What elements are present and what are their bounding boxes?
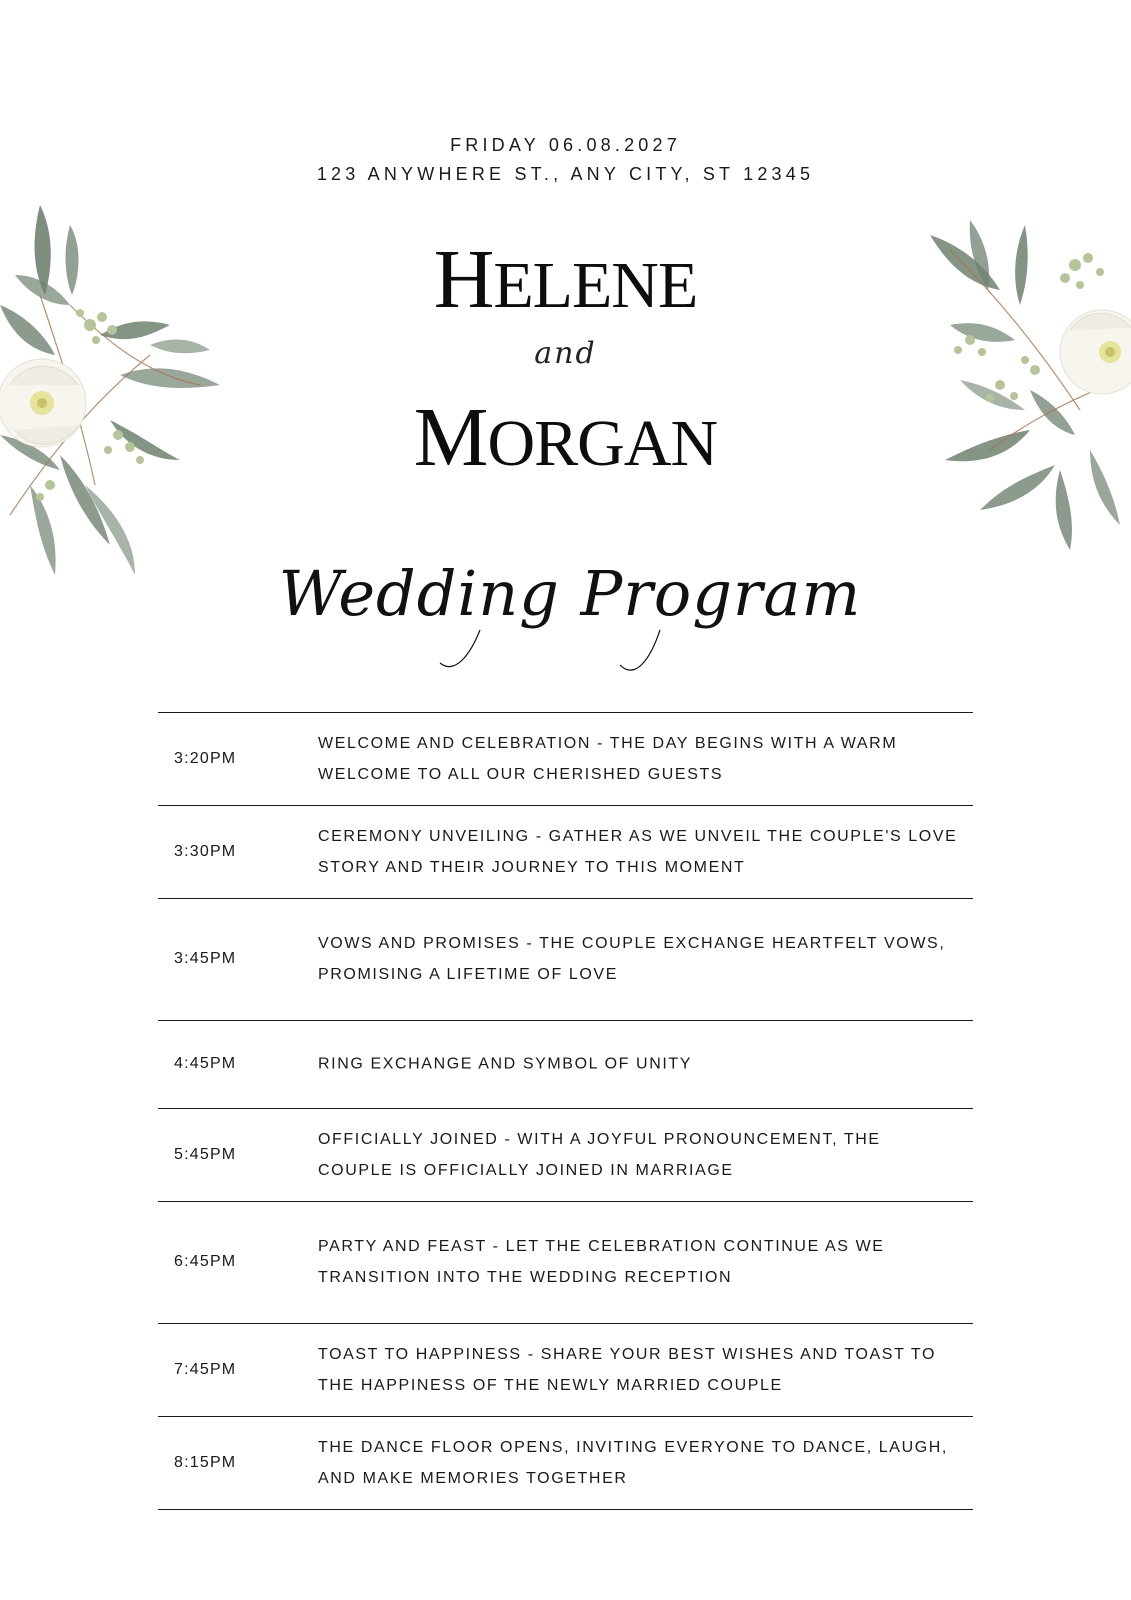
- schedule-row: [158, 1108, 973, 1201]
- program-title: [240, 535, 900, 685]
- event-address: 123 ANYWHERE ST., ANY CITY, ST 12345: [316, 164, 815, 184]
- schedule-row: [158, 805, 973, 898]
- schedule-row: [158, 1020, 973, 1108]
- partner-one-initial: H: [433, 233, 494, 326]
- partner-two-name: [0, 391, 1131, 484]
- partner-two-initial: M: [413, 391, 488, 484]
- schedule-time: 3:30PM: [174, 842, 237, 860]
- schedule-time: 7:45PM: [174, 1360, 237, 1378]
- schedule-time: 3:45PM: [174, 950, 237, 967]
- schedule-row: [158, 712, 973, 805]
- partner-one-name: [0, 233, 1131, 326]
- partner-one-rest: ELENE: [493, 249, 698, 322]
- partner-two-rest: ORGAN: [487, 407, 718, 480]
- program-title-text: Wedding Program: [278, 557, 862, 630]
- schedule-row: [158, 898, 973, 1020]
- schedule-time: 6:45PM: [174, 1253, 237, 1270]
- schedule-description: WELCOME AND CELEBRATION - THE DAY BEGINS WITH A WARM WELCOME TO ALL OUR CHERISHED GUESTS: [318, 734, 898, 783]
- schedule-description: PARTY AND FEAST - LET THE CELEBRATION CONTINUE AS WE TRANSITION INTO THE WEDDING RECEPTION: [318, 1238, 885, 1286]
- schedule-time: 8:15PM: [174, 1453, 237, 1471]
- schedule-description: VOWS AND PROMISES - THE COUPLE EXCHANGE HEARTFELT VOWS, PROMISING A LIFETIME OF LOVE: [318, 935, 946, 983]
- schedule-row: [158, 1416, 973, 1509]
- schedule-time: 5:45PM: [174, 1145, 237, 1163]
- schedule-description: THE DANCE FLOOR OPENS, INVITING EVERYONE TO DANCE, LAUGH, AND MAKE MEMORIES TOGETHER: [318, 1438, 948, 1487]
- schedule-description: RING EXCHANGE AND SYMBOL OF UNITY: [318, 1055, 693, 1073]
- divider: [158, 1509, 973, 1510]
- schedule-description: OFFICIALLY JOINED - WITH A JOYFUL PRONOUNCEMENT, THE COUPLE IS OFFICIALLY JOINED IN MARRIAGE: [318, 1130, 881, 1179]
- schedule-row: [158, 1201, 973, 1323]
- schedule-row: [158, 1323, 973, 1416]
- conjunction-and: and: [534, 336, 597, 371]
- schedule-description: CEREMONY UNVEILING - GATHER AS WE UNVEIL THE COUPLE'S LOVE STORY AND THEIR JOURNEY TO THIS MOMENT: [318, 827, 958, 876]
- schedule-time: 3:20PM: [174, 749, 237, 767]
- event-date: FRIDAY 06.08.2027: [450, 135, 681, 155]
- schedule-description: TOAST TO HAPPINESS - SHARE YOUR BEST WISHES AND TOAST TO THE HAPPINESS OF THE NEWLY MARRIED COUPLE: [318, 1345, 937, 1394]
- schedule-time: 4:45PM: [174, 1055, 237, 1072]
